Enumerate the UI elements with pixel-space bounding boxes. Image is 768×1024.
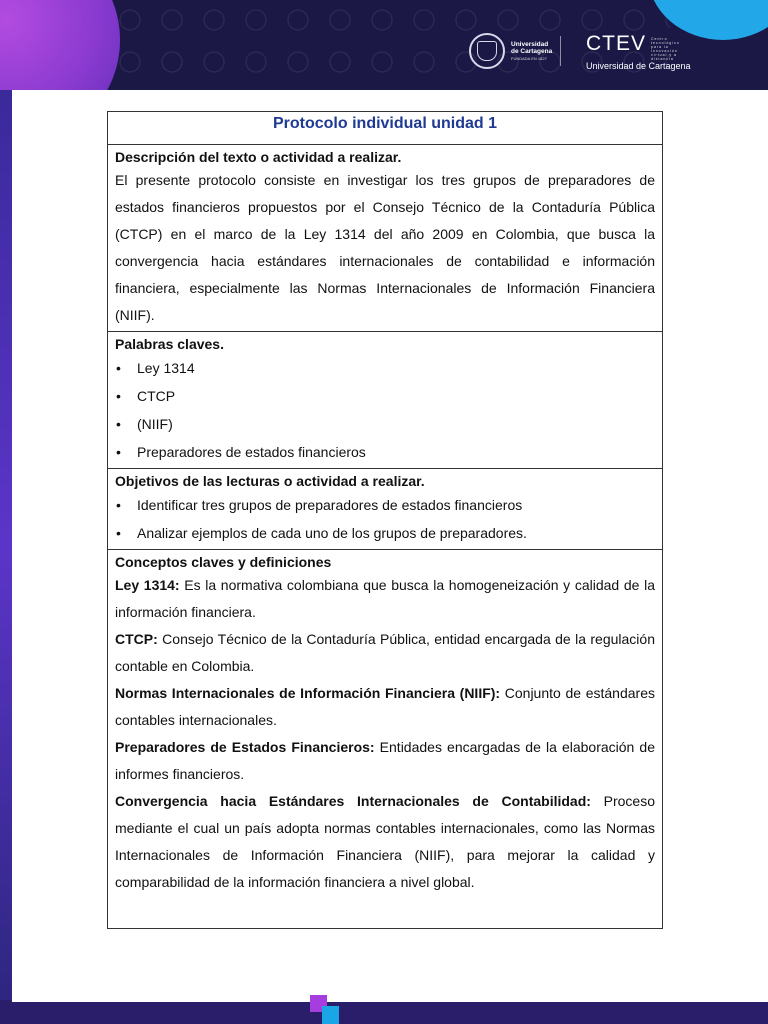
definition-text: Conjunto de estándares contables internacionales. (115, 685, 655, 728)
definition-text: Proceso mediante el cual un país adopta normas contables internacionales, como las Normas Internacionales de Información Financiera (NIIF), para mejorar la calidad y comparabilidad de la información financiera a nivel global. (115, 793, 655, 890)
description-heading: Descripción del texto o actividad a realizar. (115, 149, 402, 165)
definition-text: Consejo Técnico de la Contaduría Pública, entidad encargada de la regulación contable en Colombia. (115, 631, 655, 674)
definition-term: Convergencia hacia Estándares Internacionales de Contabilidad: (115, 793, 591, 809)
list-item: • Preparadores de estados financieros (115, 438, 655, 466)
section-spacer (115, 896, 655, 926)
keywords-list (115, 354, 655, 466)
decorative-cyan-square (322, 1006, 339, 1024)
university-seal-icon (469, 33, 505, 69)
objectives-heading: Objetivos de las lecturas o actividad a realizar. (115, 473, 425, 489)
ctev-logo (586, 33, 691, 71)
document-title: Protocolo individual unidad 1 (108, 112, 663, 145)
definition-term: CTCP: (115, 631, 158, 647)
list-item: • Identificar tres grupos de preparadores de estados financieros (115, 491, 655, 519)
definition-term: Preparadores de Estados Financieros: (115, 739, 375, 755)
udc-logo-line2: de Cartagena (511, 47, 553, 55)
definition-term: Ley 1314: (115, 577, 180, 593)
definition-preparadores (115, 734, 655, 788)
objectives-list (115, 491, 655, 547)
keywords-heading: Palabras claves. (115, 336, 224, 352)
ctev-logo-subtitle: Universidad de Cartagena (586, 61, 691, 71)
list-item: • Analizar ejemplos de cada uno de los grupos de preparadores. (115, 519, 655, 547)
definition-term: Normas Internacionales de Información Financiera (NIIF): (115, 685, 501, 701)
udc-logo-tagline: FUNDADA EN 1827 (511, 55, 547, 61)
list-item: • (NIIF) (115, 410, 655, 438)
description-body: El presente protocolo consiste en investigar los tres grupos de preparadores de estados financieros propuestos por el Consejo Técnico de la Contaduría Pública (CTCP) en el marco de la Ley 1314 del año 2009 en Colombia, que busca la convergencia hacia estándares internacionales de contabilidad e información financiera, especialmente las Normas Internacionales de Información Financiera (NIIF). (115, 172, 655, 323)
definition-convergencia (115, 788, 655, 896)
definition-text: Entidades encargadas de la elaboración de informes financieros. (115, 739, 656, 782)
definition-ley-1314 (115, 572, 655, 626)
concepts-section (108, 550, 663, 929)
protocol-table (107, 111, 663, 929)
ctev-logo-name: CTEV (586, 32, 647, 55)
concepts-heading: Conceptos claves y definiciones (115, 554, 332, 570)
universidad-de-cartagena-logo (469, 30, 559, 72)
decorative-left-strip (0, 90, 12, 1000)
keywords-section (108, 332, 663, 469)
ctev-logo-tagline: Centro tecnológico para la innovación virtual y a distancia (651, 37, 680, 61)
description-section (108, 145, 663, 332)
udc-logo-line1: Universidad (511, 40, 549, 48)
definition-ctcp (115, 626, 655, 680)
objectives-section (108, 469, 663, 550)
logo-divider (560, 36, 561, 66)
definition-text: Es la normativa colombiana que busca la homogeneización y calidad de la información financiera. (115, 577, 655, 620)
list-item: • Ley 1314 (115, 354, 655, 382)
list-item: • CTCP (115, 382, 655, 410)
definition-niif (115, 680, 655, 734)
